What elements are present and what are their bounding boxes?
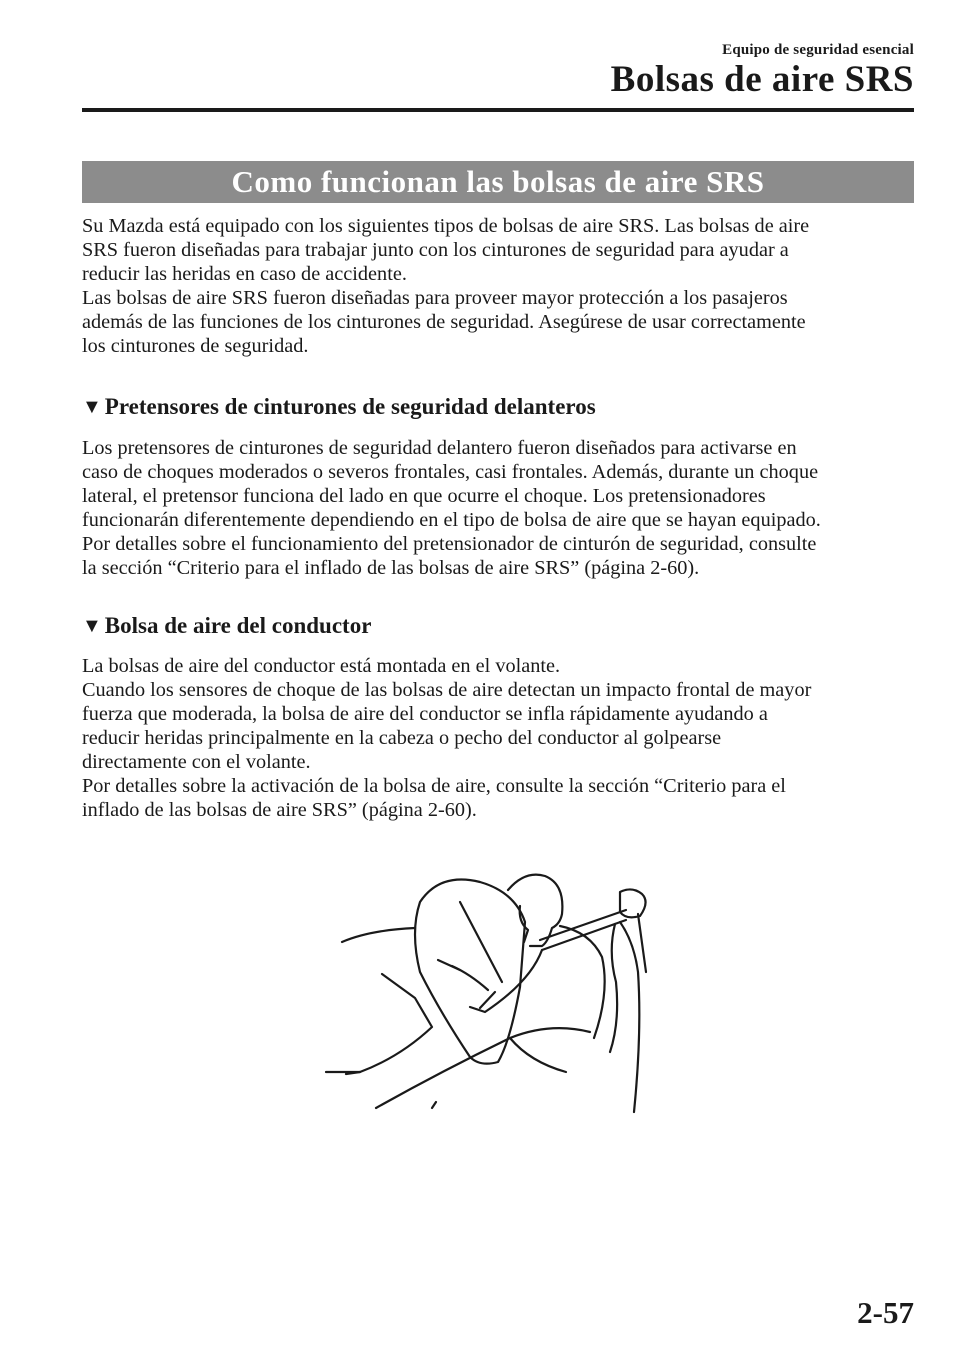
steering-column [438,960,495,1008]
subheading-pretensioners [82,394,596,420]
subheading-text: Bolsa de aire del conductor [104,613,372,638]
belt-anchor [638,914,646,972]
seat-frame [610,924,617,1052]
seat-cushion [376,1028,590,1108]
subheading-text: Pretensores de cinturones de seguridad delanteros [104,394,596,419]
driver-airbag-illustration-icon [320,862,660,1118]
airbag-fold-line [460,902,502,982]
driver-arm [470,950,542,1012]
driver-forearm [452,966,488,990]
airbag-outline [415,880,525,1064]
header-title: Bolsas de aire SRS [610,59,914,100]
intro-paragraph: Su Mazda está equipado con los siguientes tipos de bolsas de aire SRS. Las bolsas de aire SRS fueron diseñadas para trabajar junto con los cinturones de seguridad para ayudar a reducir las heridas en caso de accidente. Las bolsas de aire SRS fueron diseñadas para proveer mayor protección a los pasajeros además de las funciones de los cinturones de seguridad. Asegúrese de usar correctamente los cinturones de seguridad. [82,215,810,357]
triangle-marker-icon: ▼ [82,396,102,418]
subheading-driver-airbag [82,613,371,639]
headrest [620,889,646,917]
section-banner [82,161,914,203]
page-number: 2-57 [857,1295,914,1330]
dashboard-outline [342,928,415,942]
dashboard-lower [326,974,432,1072]
driver-airbag-paragraph: La bolsas de aire del conductor está montada en el volante. Cuando los sensores de choque de las bolsas de aire detectan un impacto frontal de mayor fuerza que moderada, la bolsa de aire del conductor se infla rápidamente ayudando a reducir heridas principalmente en la cabeza o pecho del conductor al golpearse directamente con el volante. Por detalles sobre la activación de la bolsa de aire, consulte la sección “Criterio para el inflado de las bolsas de aire SRS” (página 2-60). [82,655,812,821]
driver-leg [510,1038,566,1072]
seat-back [620,922,639,1112]
floor-mark [432,1102,436,1108]
driver-torso [560,926,605,1038]
triangle-marker-icon: ▼ [82,615,102,637]
section-banner-title: Como funcionan las bolsas de aire SRS [231,164,765,199]
header-section-label: Equipo de seguridad esencial [722,42,914,58]
header-rule [82,108,914,112]
pretensioners-paragraph: Los pretensores de cinturones de seguridad delantero fueron diseñados para activarse en caso de choques moderados o severos frontales, casi frontales. Además, durante un choque lateral, el pretensor funciona del lado en que ocurre el choque. Los pretensionadores funcionarán diferentemente dependiendo en el tipo de bolsa de aire que se hayan equipado. Por detalles sobre el funcionamiento del pretensionador de cinturón de seguridad, consulte la sección “Criterio para el inflado de las bolsas de aire SRS” (página 2-60). [82,437,821,579]
